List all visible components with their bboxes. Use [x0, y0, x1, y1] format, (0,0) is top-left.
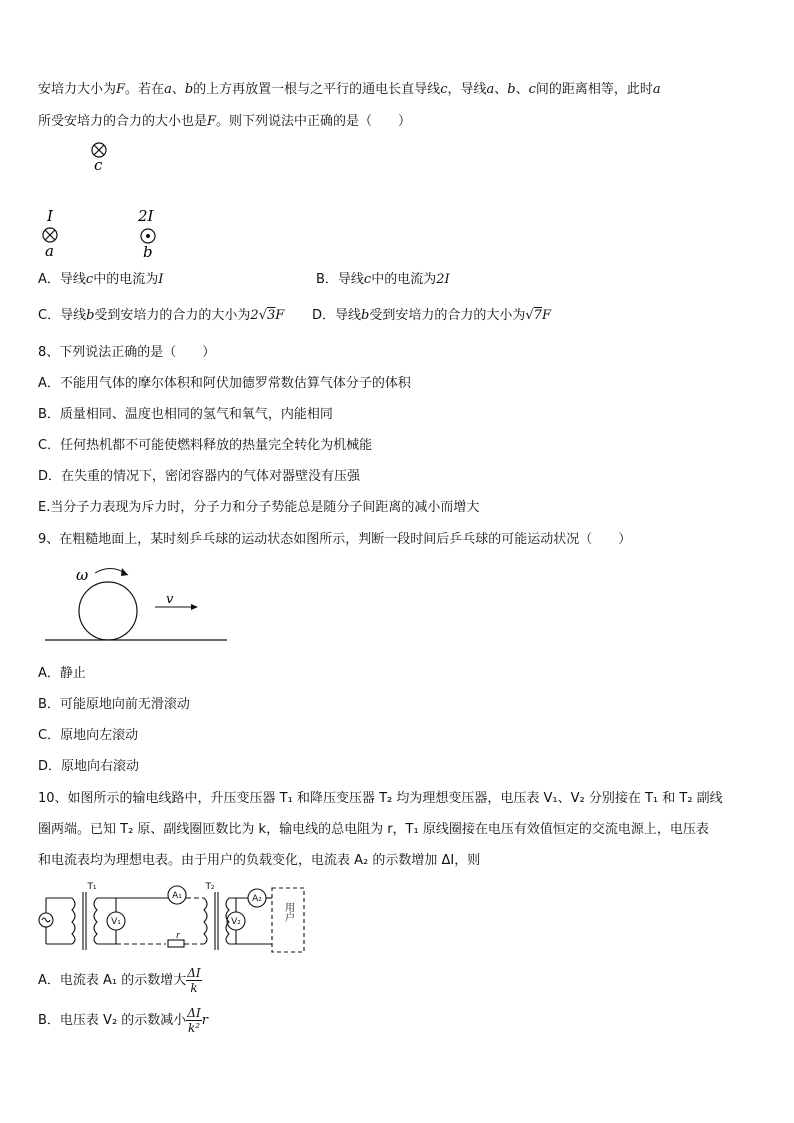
a2-label: A₂: [252, 894, 262, 904]
q10-stem-line2: 圈两端。已知 T₂ 原、副线圈匝数比为 k，输电线的总电阻为 r，T₁ 原线圈接在电压有效值恒定的交流电源上，电压表: [38, 822, 709, 837]
q10-option-a[interactable]: A．电流表 A₁ 的示数增大 $\frac{\Delta I}{k}$: [38, 966, 201, 995]
q10-option-b[interactable]: B．电压表 V₂ 的示数减小 $\frac{\Delta I}{\text{k²}}$ r: [38, 1006, 208, 1035]
omega-label: ω: [76, 566, 89, 584]
user-label: 用户: [282, 902, 294, 922]
q10-stem-line3: 和电流表均为理想电表。由于用户的负载变化，电流表 A₂ 的示数增加 ΔI，则: [38, 853, 481, 868]
q9-option-a[interactable]: A．静止: [38, 666, 86, 681]
label-I: I: [47, 207, 53, 225]
label-a: a: [45, 242, 54, 260]
q7-option-a[interactable]: A．导线c中的电流为I: [38, 272, 164, 287]
label-2I: 2I: [138, 207, 154, 225]
q7-option-d[interactable]: D．导线b受到安培力的合力的大小为√7F: [312, 308, 551, 323]
v2-label: V₂: [231, 917, 241, 927]
q7-stem-line2: 所受安培力的合力的大小也是F。则下列说法中正确的是（ ）: [38, 114, 412, 129]
q8-option-a[interactable]: A．不能用气体的摩尔体积和阿伏加德罗常数估算气体分子的体积: [38, 376, 411, 391]
r-label: r: [176, 931, 180, 941]
label-b: b: [143, 243, 153, 261]
q10-stem-line1: 10、如图所示的输电线路中，升压变压器 T₁ 和降压变压器 T₂ 均为理想变压器，电压表 V₁、V₂ 分别接在 T₁ 和 T₂ 副线: [38, 791, 723, 806]
q9-option-d[interactable]: D．原地向右滚动: [38, 759, 140, 774]
q9-stem: 9、在粗糙地面上，某时刻乒乓球的运动状态如图所示，判断一段时间后乒乓球的可能运动状况（ ）: [38, 532, 632, 547]
q8-option-c[interactable]: C．任何热机都不可能使燃料释放的热量完全转化为机械能: [38, 438, 373, 453]
t2-label: T₂: [205, 882, 215, 892]
t1-label: T₁: [87, 882, 97, 892]
q8-stem: 8、下列说法正确的是（ ）: [38, 345, 216, 360]
v-label: v: [166, 592, 174, 607]
q9-option-b[interactable]: B．可能原地向前无滑滚动: [38, 697, 190, 712]
t1-primary-coil: [72, 898, 75, 944]
q9-option-c[interactable]: C．原地向左滚动: [38, 728, 139, 743]
label-c: c: [94, 156, 103, 174]
t1-secondary-coil: [94, 898, 97, 944]
q8-option-e[interactable]: E.当分子力表现为斥力时，分子力和分子势能总是随分子间距离的减小而增大: [38, 500, 480, 515]
resistor-r-icon: [168, 940, 184, 947]
a1-label: A₁: [172, 891, 182, 901]
q8-option-d[interactable]: D．在失重的情况下，密闭容器内的气体对器壁没有压强: [38, 469, 361, 484]
q7-option-c[interactable]: C．导线b受到安培力的合力的大小为2√3F: [38, 308, 285, 323]
q7-option-b[interactable]: B．导线c中的电流为2I: [316, 272, 450, 287]
t2-primary-coil: [204, 898, 207, 944]
q7-stem-line1: 安培力大小为F。若在a、b的上方再放置一根与之平行的通电长直导线c，导线a、b、c间的距离相等，此时a: [38, 82, 661, 97]
v1-label: V₁: [111, 917, 121, 927]
q8-option-b[interactable]: B．质量相同、温度也相同的氢气和氧气，内能相同: [38, 407, 333, 422]
